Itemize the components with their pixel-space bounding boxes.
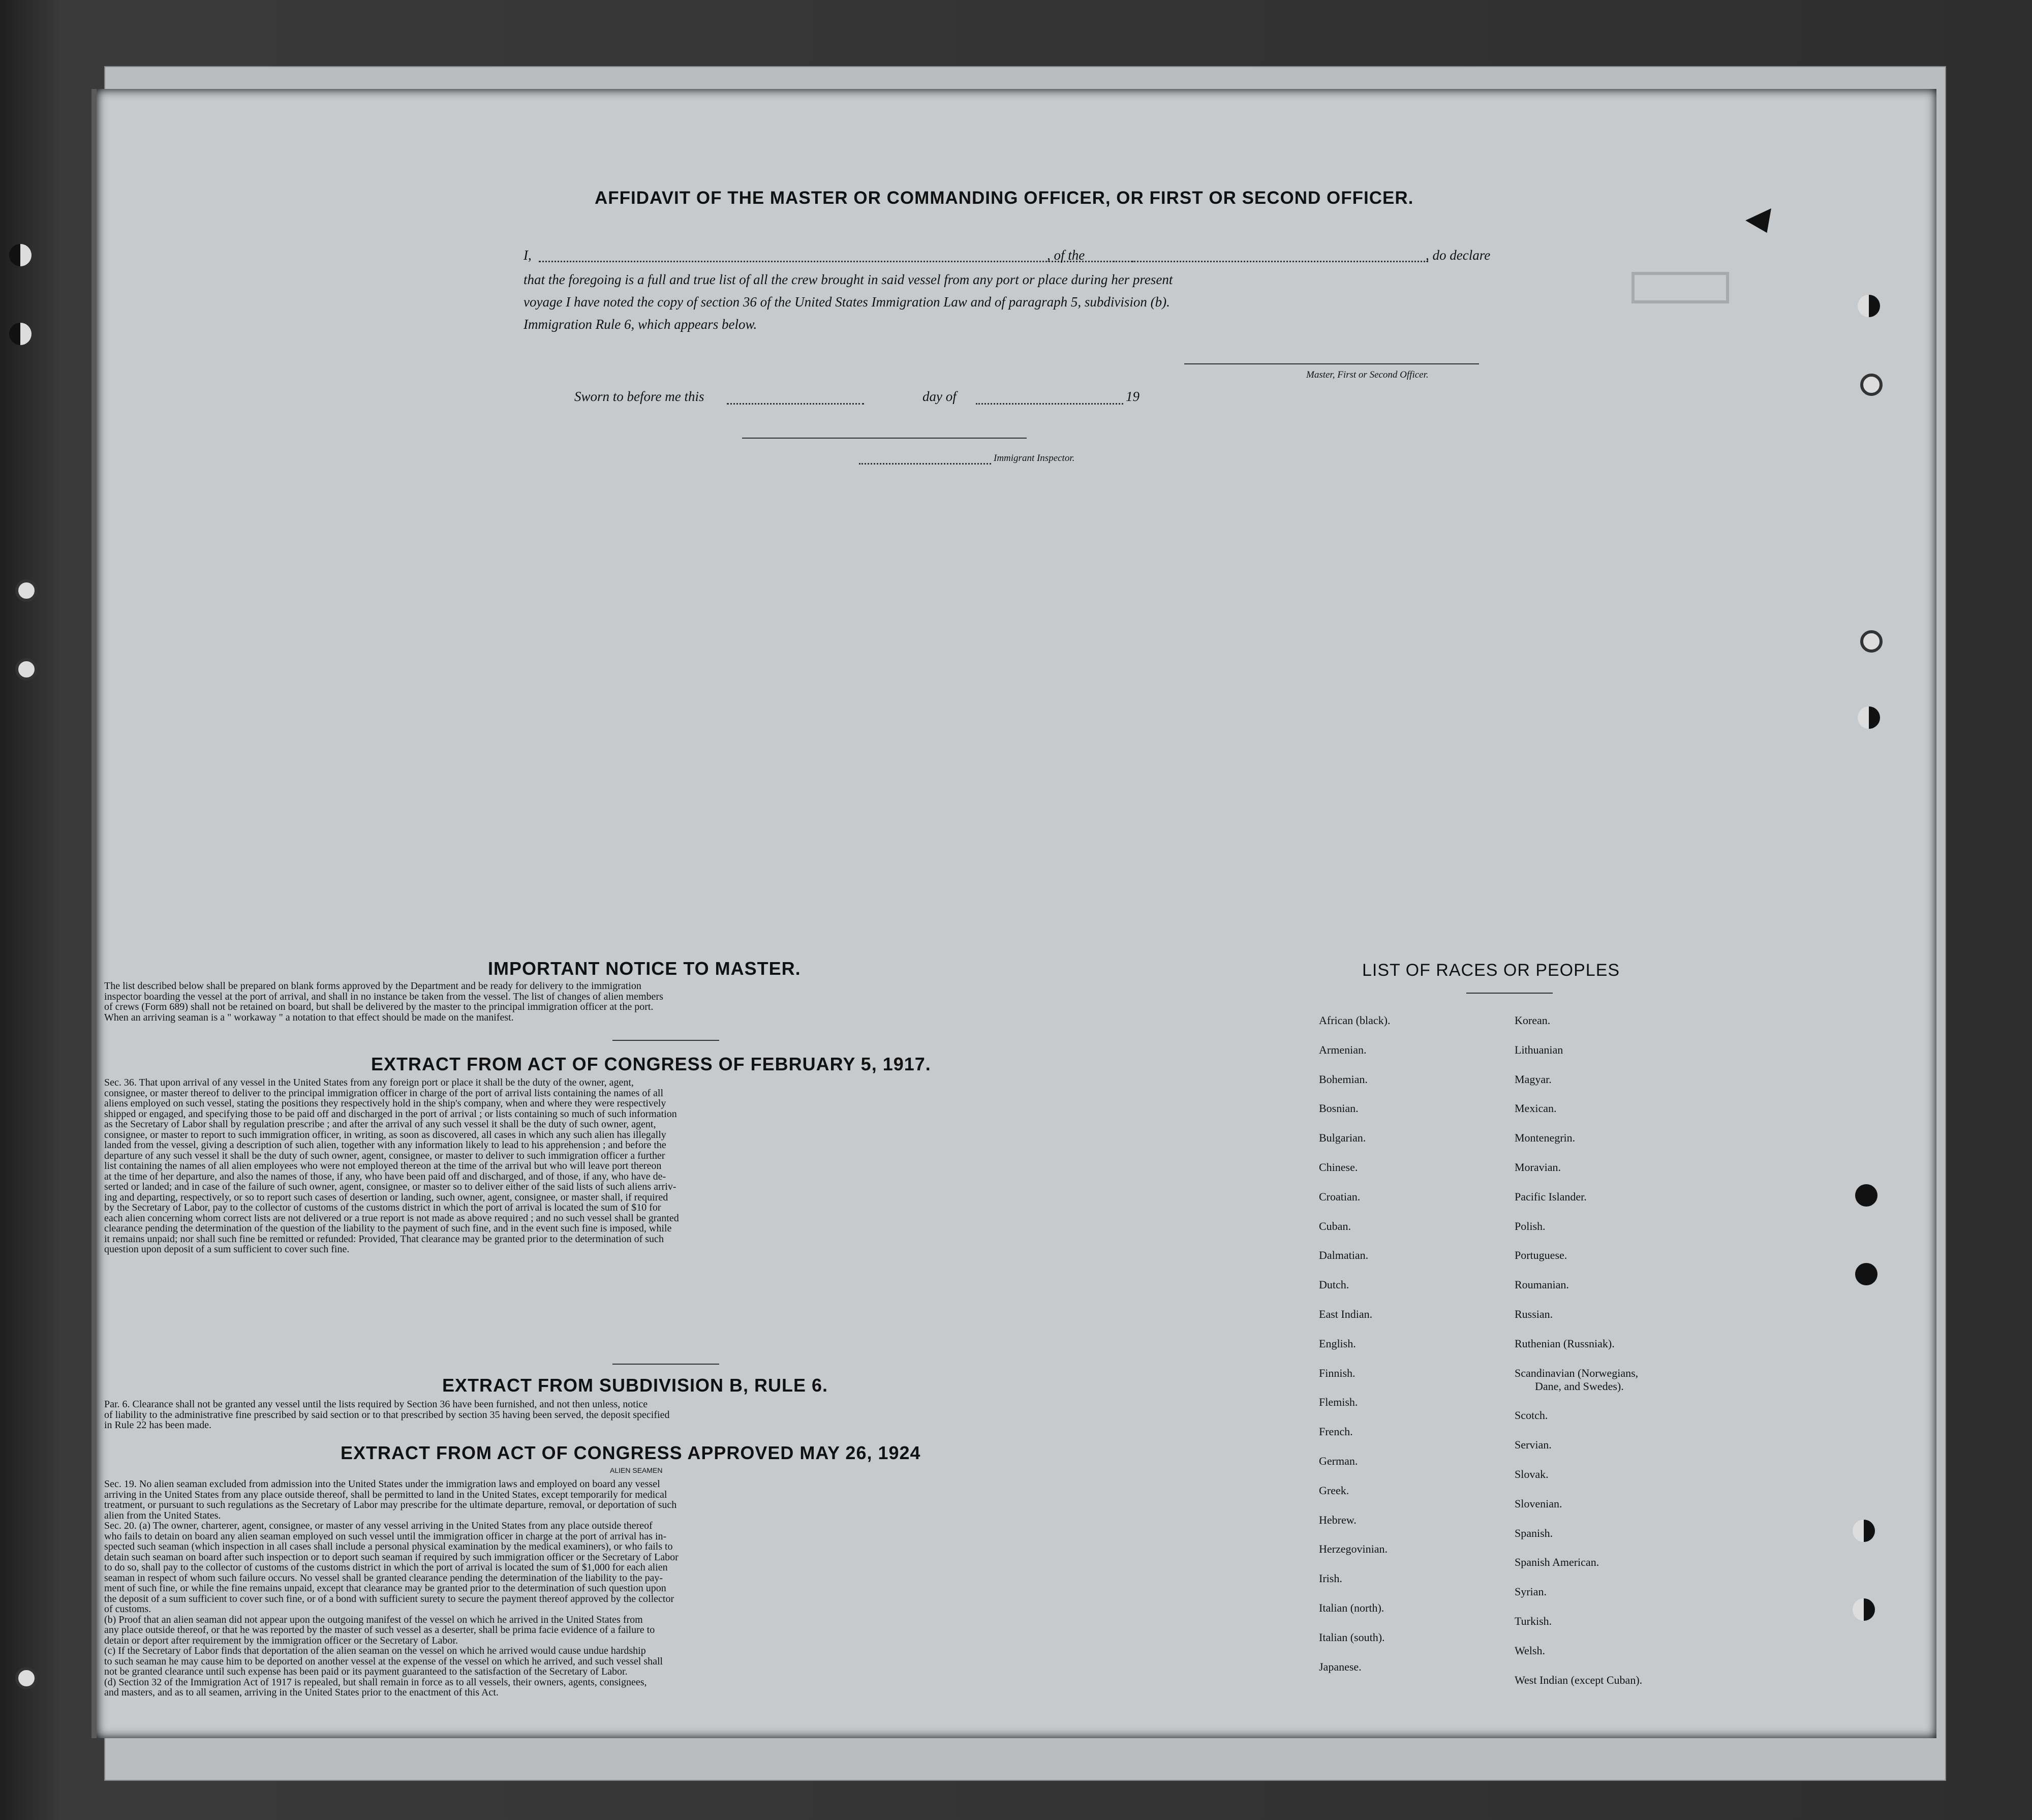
race-item: Scotch. — [1515, 1409, 1548, 1422]
text-line: aliens employed on such vessel, stating the positions they respectively hold in the ship's company, when and where they were respectively — [104, 1098, 666, 1109]
text-line: it remains unpaid; nor shall such fine be remitted or refunded: Provided, That clearance may be granted prior to the determination of such — [104, 1233, 664, 1245]
race-item: Mexican. — [1515, 1102, 1557, 1115]
race-item: Spanish. — [1515, 1526, 1553, 1539]
text-line: treatment, or pursuant to such regulations as the Secretary of Labor may prescribe for the ultimate departure, removal, or deportation of such — [104, 1499, 677, 1510]
text-line: shipped or engaged, and specifying those to be paid off and discharged in the port of arrival ; or lists containing so much of such information — [104, 1108, 677, 1120]
text-line: Par. 6. Clearance shall not be granted any vessel until the lists required by Section 36 have been furnished, and not then unless, notice — [104, 1399, 648, 1410]
binder-hole-icon — [1853, 1520, 1875, 1542]
race-item: Italian (south). — [1319, 1630, 1385, 1644]
binder-hole-icon — [1858, 706, 1880, 729]
text-line: question upon deposit of a sum sufficient to cover such fine. — [104, 1244, 350, 1255]
text-line: seaman in respect of whom such failure occurs. No vessel shall be granted clearance pending the determination of the liability to the pay- — [104, 1572, 663, 1584]
text-line: detain such seaman on board after such inspection or to deport such seaman if required by such immigration officer or the Secretary of Labor — [104, 1551, 679, 1563]
binder-hole-icon — [1860, 374, 1883, 396]
text-line: any place outside thereof, or that he was reported by the master of such vessel as a deserter, shall be prima facie evidence of a failure to — [104, 1624, 655, 1636]
divider — [1466, 993, 1553, 994]
text-line: detain or deport after requirement by the immigration officer or the Secretary of Labor. — [104, 1634, 458, 1646]
binder-hole-icon — [15, 658, 38, 681]
binder-hole-icon — [9, 323, 32, 345]
affidavit-i: I, — [524, 248, 532, 263]
rule6-body — [104, 1399, 1044, 1431]
text-line: When an arriving seaman is a " workaway " a notation to that effect should be made on the manifest. — [104, 1011, 514, 1023]
race-item: Flemish. — [1319, 1396, 1358, 1409]
affidavit-declare: , do declare — [1426, 248, 1491, 263]
race-item: Dalmatian. — [1319, 1249, 1369, 1262]
race-item: Korean. — [1515, 1014, 1551, 1027]
race-item: Bulgarian. — [1319, 1131, 1366, 1145]
race-item: Servian. — [1515, 1438, 1552, 1452]
sworn-text: Sworn to before me this — [574, 389, 704, 404]
text-line: ment of such fine, or while the fine remains unpaid, except that clearance may be granted prior to the determination of such question upon — [104, 1583, 666, 1594]
binder-hole-icon — [1853, 1598, 1875, 1621]
extract-1924-title: EXTRACT FROM ACT OF CONGRESS APPROVED MAY 26, 1924 — [341, 1442, 921, 1463]
text-line: of customs. — [104, 1603, 151, 1615]
text-line: departure of any such vessel it shall be the duty of such owner, agent, consignee, or master to deliver to such immigration officer a further — [104, 1150, 665, 1161]
text-line: list containing the names of all alien employees who were not employed thereon at the time of the arrival but who will leave port thereon — [104, 1160, 662, 1171]
race-item: Finnish. — [1319, 1366, 1356, 1379]
text-line: consignee, or master to report to such immigration officer, in writing, as soon as discovered, all cases in which any such alien has illegally — [104, 1129, 666, 1140]
text-line: Sec. 36. That upon arrival of any vessel in the United States from any foreign port or place it shall be the duty of the owner, agent, — [104, 1077, 634, 1088]
race-item: Dane, and Swedes). — [1535, 1379, 1624, 1393]
race-item: Chinese. — [1319, 1161, 1358, 1174]
text-line: arriving in the United States from any place outside thereof, shall be permitted to land in the United States, except temporarily for medical — [104, 1489, 667, 1500]
race-item: Cuban. — [1319, 1219, 1351, 1232]
text-line: serted or landed; and in case of the failure of such owner, agent, consignee, or master so to deliver either of the said lists of such aliens arriv- — [104, 1181, 676, 1192]
text-line: (c) If the Secretary of Labor finds that deportation of the alien seaman on the vessel on which he arrived would cause undue hardship — [104, 1645, 646, 1656]
text-line: consignee, or master thereof to deliver to the principal immigration officer in charge of the port of arrival lists containing the names of all — [104, 1087, 664, 1099]
inspector-label: Immigrant Inspector. — [994, 453, 1075, 464]
race-item: Portuguese. — [1515, 1249, 1567, 1262]
race-item: Bosnian. — [1319, 1102, 1359, 1115]
race-item: Greek. — [1319, 1484, 1349, 1497]
race-item: Armenian. — [1319, 1043, 1367, 1056]
affidavit-line-2: that the foregoing is a full and true list of all the crew brought in said vessel from any port or place during her present — [524, 272, 1173, 287]
text-line: each alien concerning whom correct lists are not delivered or a true report is not made as above required ; and no such vessel shall be granted — [104, 1212, 679, 1224]
year-prefix: 19 — [1126, 389, 1140, 404]
text-line: landed from the vessel, giving a description of such alien, together with any information likely to lead to his apprehension ; and before the — [104, 1139, 666, 1151]
race-item: Polish. — [1515, 1219, 1546, 1232]
text-line: who fails to detain on board any alien seaman employed on such vessel until the immigration officer in charge at the port of arrival has in- — [104, 1530, 667, 1542]
affidavit-title: AFFIDAVIT OF THE MASTER OR COMMANDING OFFICER, OR FIRST OR SECOND OFFICER. — [595, 188, 1414, 208]
text-line: of crews (Form 689) shall not be retained on board, but shall be delivered by the master to the principal immigration officer at the port. — [104, 1001, 654, 1012]
text-line: in Rule 22 has been made. — [104, 1420, 212, 1431]
race-item: Dutch. — [1319, 1278, 1349, 1291]
race-item: Moravian. — [1515, 1161, 1561, 1174]
race-item: West Indian (except Cuban). — [1515, 1673, 1643, 1686]
text-line: Sec. 19. No alien seaman excluded from admission into the United States under the immigration laws and employed on board any vessel — [104, 1478, 660, 1490]
race-item: Bohemian. — [1319, 1072, 1368, 1086]
divider — [612, 1040, 719, 1041]
text-line: of liability to the administrative fine prescribed by said section or to that prescribed by section 35 having been served, the deposit specified — [104, 1409, 670, 1421]
binder-hole-icon — [1855, 1184, 1877, 1207]
binder-hole-icon — [1858, 295, 1880, 317]
affidavit-line-4: Immigration Rule 6, which appears below. — [524, 317, 757, 332]
binder-hole-icon — [15, 579, 38, 602]
race-item: Spanish American. — [1515, 1556, 1599, 1569]
race-item: Croatian. — [1319, 1190, 1361, 1203]
text-line: (b) Proof that an alien seaman did not appear upon the outgoing manifest of the vessel on which he arrived in the United States from — [104, 1614, 643, 1625]
affidavit-of-the: , of the — [1047, 248, 1085, 263]
text-line: spected such seaman (which inspection in all cases shall include a personal physical examination by the medical examiners), or who fails to — [104, 1541, 673, 1552]
race-item: East Indian. — [1319, 1308, 1373, 1320]
binder-hole-icon — [9, 244, 32, 266]
extract-1917-title: EXTRACT FROM ACT OF CONGRESS OF FEBRUARY 5, 1917. — [371, 1054, 931, 1074]
extract-1917-body — [104, 1077, 1044, 1255]
month-blank — [976, 403, 1123, 405]
race-item: Magyar. — [1515, 1072, 1552, 1086]
race-item: French. — [1319, 1425, 1353, 1438]
race-item: Slovak. — [1515, 1468, 1549, 1480]
text-line: ing and departing, respectively, or so to report such cases of desertion or landing, such owner, agent, consignee, or master shall, if required — [104, 1191, 668, 1203]
text-line: to do so, shall pay to the collector of customs of the customs district in which the port of arrival is located the sum of $1,000 for each alien — [104, 1562, 668, 1573]
notice-title: IMPORTANT NOTICE TO MASTER. — [488, 958, 801, 979]
bleed-through-mark — [1631, 272, 1729, 303]
race-item: Italian (north). — [1319, 1601, 1384, 1614]
race-item: Montenegrin. — [1515, 1131, 1576, 1145]
text-line: clearance pending the determination of the question of the liability to the payment of such fine, and in the event such fine is imposed, while — [104, 1223, 672, 1234]
day-of-text: day of — [922, 389, 957, 404]
day-blank — [727, 403, 864, 405]
race-item: Hebrew. — [1319, 1513, 1357, 1526]
race-item: Pacific Islander. — [1515, 1190, 1587, 1203]
race-item: Roumanian. — [1515, 1278, 1569, 1291]
race-item: Syrian. — [1515, 1585, 1547, 1598]
binder-hole-icon — [1855, 1263, 1877, 1285]
document-page — [91, 89, 1936, 1738]
signature-line — [1184, 363, 1479, 364]
text-line: at the time of her departure, and also the names of those, if any, who have been paid off and discharged, and of those, if any, who have de- — [104, 1170, 666, 1182]
inspector-blank — [859, 463, 991, 465]
race-item: Welsh. — [1515, 1644, 1545, 1657]
race-item: Russian. — [1515, 1308, 1553, 1320]
race-item: English. — [1319, 1337, 1356, 1350]
text-line: and masters, and as to all seamen, arriving in the United States prior to the enactment of this Act. — [104, 1687, 499, 1698]
inspector-sign-line — [742, 438, 1027, 439]
race-item: Lithuanian — [1515, 1043, 1563, 1056]
name-blank — [539, 261, 1133, 262]
race-item: German. — [1319, 1455, 1358, 1467]
race-item: Ruthenian (Russniak). — [1515, 1337, 1615, 1350]
rule6-title: EXTRACT FROM SUBDIVISION B, RULE 6. — [442, 1375, 828, 1396]
text-line: Sec. 20. (a) The owner, charterer, agent, consignee, or master of any vessel arriving in the United States from any place outside thereof — [104, 1520, 653, 1531]
text-line: by the Secretary of Labor, pay to the collector of customs of the customs district in which the port of arrival is located the sum of $10 for — [104, 1202, 661, 1213]
affidavit-line-3: voyage I have noted the copy of section 36 of the United States Immigration Law and of paragraph 5, subdivision (b). — [524, 294, 1170, 310]
text-line: not be granted clearance until such expense has been paid or its payment guaranteed to the satisfaction of the Secretary of Labor. — [104, 1666, 628, 1677]
signature-label: Master, First or Second Officer. — [1306, 369, 1429, 380]
text-line: (d) Section 32 of the Immigration Act of 1917 is repealed, but shall remain in force as to all vessels, their owners, agents, consignees, — [104, 1676, 647, 1688]
text-line: to such seaman he may cause him to be deported on another vessel at the expense of the vessel on which he arrived, and such vessel shall — [104, 1655, 663, 1667]
race-item: Japanese. — [1319, 1660, 1362, 1673]
text-line: as the Secretary of Labor shall by regulation prescribe ; and after the arrival of any such vessel it shall be the duty of such owner, agent, — [104, 1119, 656, 1130]
text-line: alien from the United States. — [104, 1509, 221, 1521]
extract-1924-body — [104, 1479, 1044, 1698]
text-line: the deposit of a sum sufficient to cover such fine, or of a bond with sufficient surety to secure the payment thereof approved by the collector — [104, 1593, 674, 1605]
race-item: African (black). — [1319, 1014, 1391, 1027]
binder-hole-icon — [15, 1667, 38, 1689]
text-line: inspector boarding the vessel at the port of arrival, and shall in no instance be taken from the vessel. The list of changes of alien members — [104, 991, 663, 1002]
race-item: Turkish. — [1515, 1615, 1552, 1627]
race-item: Scandinavian (Norwegians, — [1515, 1366, 1639, 1379]
races-title: LIST OF RACES OR PEOPLES — [1362, 961, 1620, 980]
text-line: The list described below shall be prepared on blank forms approved by the Department and be ready for delivery to the immigration — [104, 980, 641, 992]
notice-body — [104, 981, 1044, 1023]
race-item: Herzegovinian. — [1319, 1543, 1388, 1556]
binder-hole-icon — [1860, 630, 1883, 653]
vessel-blank — [1113, 261, 1428, 262]
divider — [612, 1364, 719, 1365]
race-item: Irish. — [1319, 1572, 1342, 1585]
extract-1924-subtitle: ALIEN SEAMEN — [610, 1466, 663, 1474]
race-item: Slovenian. — [1515, 1497, 1562, 1510]
